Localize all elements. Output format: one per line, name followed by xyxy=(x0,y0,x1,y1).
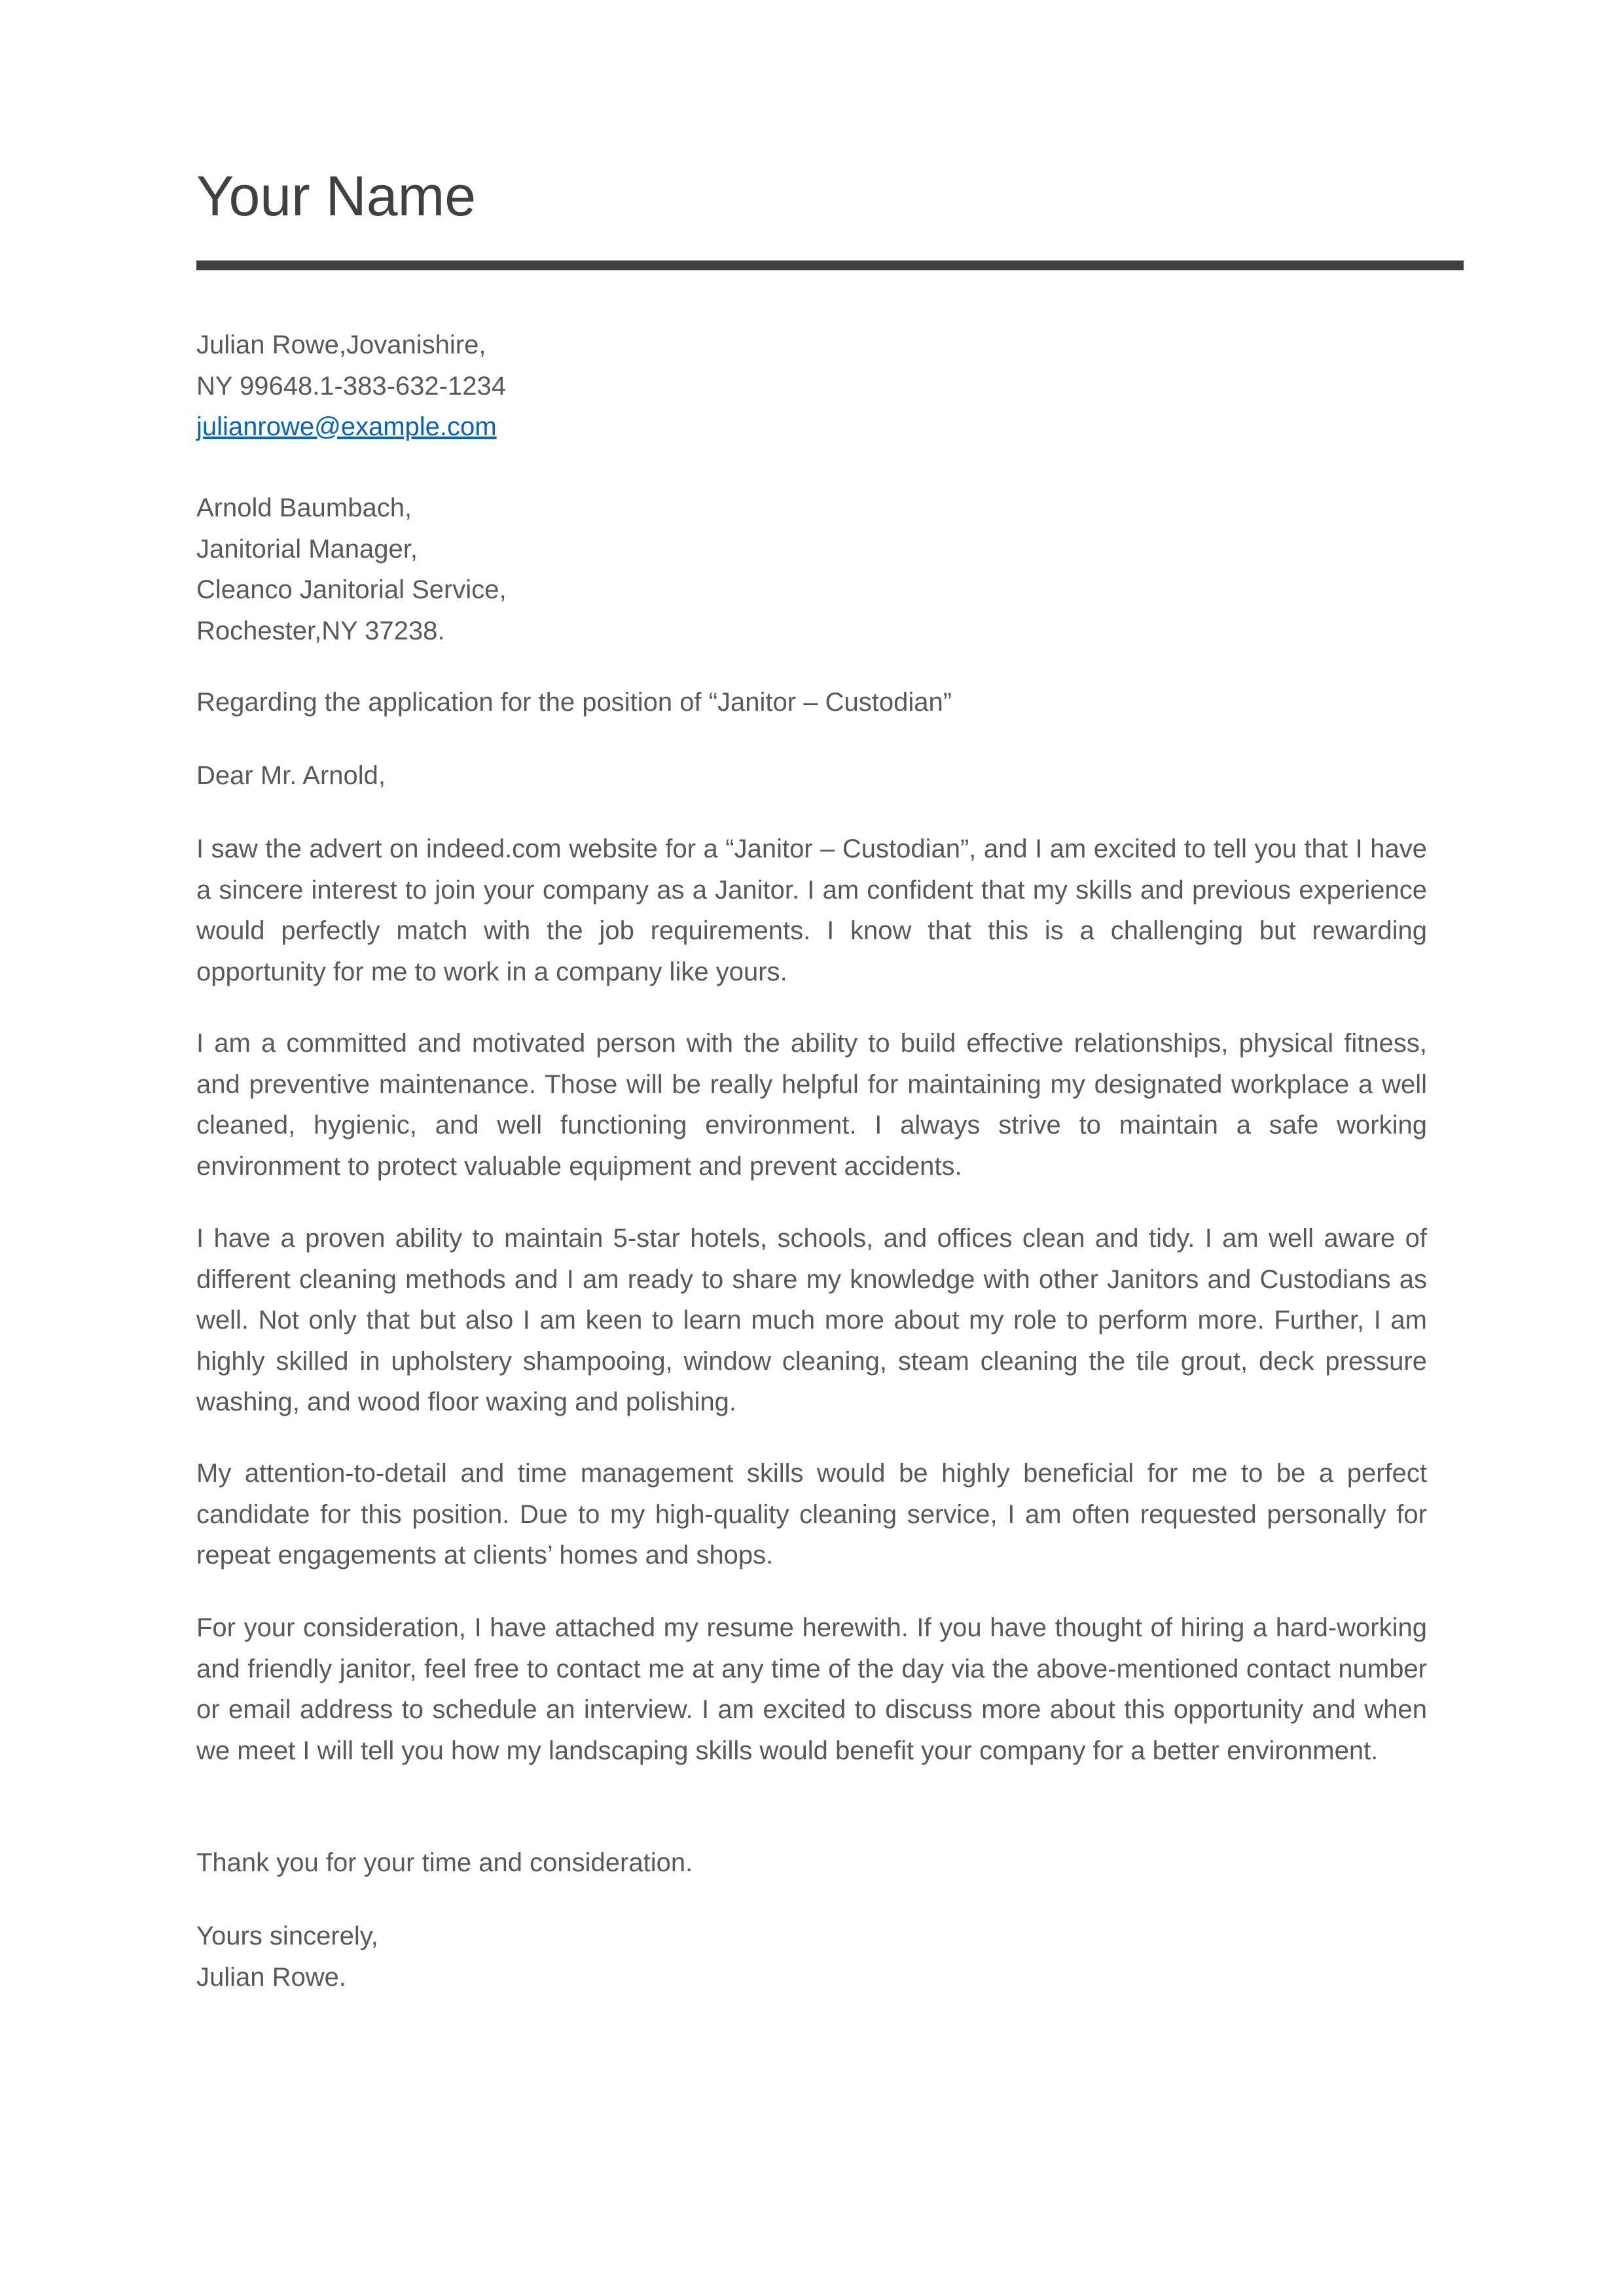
signature-name: Julian Rowe. xyxy=(196,1962,347,1992)
sender-address-block xyxy=(196,325,1427,448)
body-paragraph-2: I am a committed and motivated person with the ability to build effective relationships, physical fitness, and preventive maintenance. Those will be really helpful for maintaining my designated workplace a well cleaned, hygienic, and well functioning environment. I always strive to maintain a safe working environment to protect valuable equipment and prevent accidents. xyxy=(196,1029,1427,1181)
sender-address-line-1: Julian Rowe,Jovanishire, xyxy=(196,331,486,359)
recipient-address-block xyxy=(196,488,1427,651)
thank-you-line: Thank you for your time and consideration. xyxy=(196,1848,693,1877)
body-paragraph-4: My attention-to-detail and time management skills would be highly beneficial for me to be a perfect candidate for this position. Due to my high-quality cleaning service, I am often requested personally for repeat engagements at clients’ homes and shops. xyxy=(196,1459,1427,1570)
valediction: Yours sincerely, xyxy=(196,1922,378,1950)
recipient-name: Arnold Baumbach, xyxy=(196,493,412,522)
applicant-name-heading: Your Name xyxy=(196,165,477,228)
body-paragraph-3: I have a proven ability to maintain 5-star hotels, schools, and offices clean and tidy. I am well aware of different cleaning methods and I am ready to share my knowledge with other Janitors and Custodians as well. Not only that but also I am keen to learn much more about my role to perform more. Further, I am highly skilled in upholstery shampooing, window cleaning, steam cleaning the tile grout, deck pressure washing, and wood floor waxing and polishing. xyxy=(196,1224,1427,1416)
body-paragraph-1: I saw the advert on indeed.com website for a “Janitor – Custodian”, and I am excited to tell you that I have a sincere interest to join your company as a Janitor. I am confident that my skills and previous experience would perfectly match with the job requirements. I know that this is a challenging but rewarding opportunity for me to work in a company like yours. xyxy=(196,834,1427,986)
recipient-title: Janitorial Manager, xyxy=(196,534,418,564)
closing-block xyxy=(196,1916,1427,1998)
sender-address-line-2: NY 99648.1-383-632-1234 xyxy=(196,371,506,401)
sender-email-link[interactable]: julianrowe@example.com xyxy=(196,412,497,441)
body-paragraph-5: For your consideration, I have attached my resume herewith. If you have thought of hiring a hard-working and friendly janitor, feel free to contact me at any time of the day via the above-mentioned contact number or email address to schedule an interview. I am excited to discuss more about this opportunity and when we meet I will tell you how my landscaping skills would benefit your company for a better environment. xyxy=(196,1613,1427,1765)
letter-subject-line: Regarding the application for the position of “Janitor – Custodian” xyxy=(196,688,952,717)
recipient-company: Cleanco Janitorial Service, xyxy=(196,575,507,604)
salutation: Dear Mr. Arnold, xyxy=(196,761,386,790)
recipient-location: Rochester,NY 37238. xyxy=(196,616,445,645)
header-divider xyxy=(196,260,1464,270)
